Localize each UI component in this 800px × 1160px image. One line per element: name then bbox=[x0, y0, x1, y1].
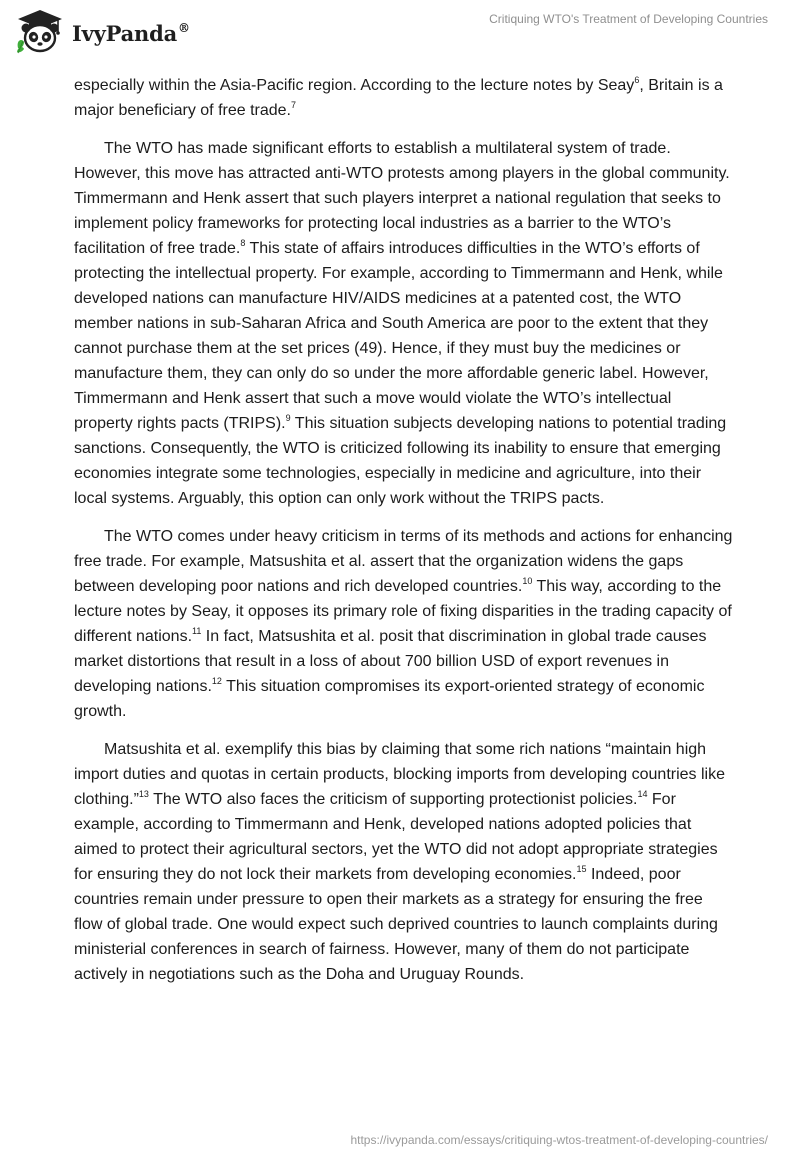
footnote-ref[interactable]: 13 bbox=[138, 789, 149, 799]
paragraph-4: Matsushita et al. exemplify this bias by claiming that some rich nations “maintain high import duties and quotas in certain products, blocking imports from developing countries like clothing.”$^{13}$ The WTO also faces the criticism of supporting protectionist policies.$^{14}$ For example, according to Timmermann and Henk, developed nations adopted policies that aimed to protect their agricultural sectors, yet the WTO did not adopt appropriate strategies for ensuring they do not lock their markets from developing economies.$^{15}$ Indeed, poor countries remain under pressure to open their markets as a strategy for ensuring the free flow of global trade. One would expect such deprived countries to launch complaints during ministerial conferences in search of fairness. However, many of them do not participate actively in negotiations such as the Doha and Uruguay Rounds. bbox=[74, 741, 725, 983]
footnote-ref[interactable]: 8 bbox=[240, 238, 246, 248]
footnote-ref[interactable]: 14 bbox=[637, 789, 648, 799]
footnote-ref[interactable]: 6 bbox=[634, 75, 640, 85]
footnote-ref[interactable]: 10 bbox=[522, 576, 533, 586]
source-url[interactable]: https://ivypanda.com/essays/critiquing-wtos-treatment-of-developing-countries/ bbox=[350, 1133, 768, 1147]
paragraph-1: especially within the Asia-Pacific region. According to the lecture notes by Seay$^6$, Britain is a major beneficiary of free trade.$^7$ bbox=[74, 75, 723, 119]
footnote-ref[interactable]: 9 bbox=[285, 413, 291, 423]
ivypanda-logo[interactable] bbox=[14, 8, 190, 54]
page-header bbox=[0, 0, 800, 70]
footnote-ref[interactable]: 12 bbox=[211, 676, 222, 686]
paragraph-3: The WTO comes under heavy criticism in terms of its methods and actions for enhancing free trade. For example, Matsushita et al. assert that the organization widens the gaps between developing poor nations and rich developed countries.$^{10}$ This way, according to the lecture notes by Seay, it opposes its primary role of fixing disparities in the trading capacity of different nations.$^{11}$ In fact, Matsushita et al. posit that discrimination in global trade causes market distortions that result in a loss of about 700 billion USD of export revenues in developing nations.$^{12}$ This situation compromises its export-oriented strategy of economic growth. bbox=[74, 528, 733, 720]
footnote-ref[interactable]: 15 bbox=[576, 864, 587, 874]
brand-name: IvyPanda® bbox=[72, 20, 190, 46]
panda-logo-icon bbox=[14, 8, 66, 54]
document-title: Critiquing WTO's Treatment of Developing Countries bbox=[489, 12, 768, 26]
footnote-ref[interactable]: 11 bbox=[192, 626, 202, 636]
footnote-ref[interactable]: 7 bbox=[291, 100, 297, 110]
essay-body bbox=[74, 73, 734, 1000]
paragraph-2: The WTO has made significant efforts to establish a multilateral system of trade. However, this move has attracted anti-WTO protests among players in the global community. Timmermann and Henk assert that such players interpret a national regulation that seeks to implement policy frameworks for protecting local industries as a barrier to the WTO’s facilitation of free trade.$^8$ This state of affairs introduces difficulties in the WTO’s efforts of protecting the intellectual property. For example, according to Timmermann and Henk, while developed nations can manufacture HIV/AIDS medicines at a patented cost, the WTO member nations in sub-Saharan Africa and South America are poor to the extent that they cannot purchase them at the set prices (49). Hence, if they must buy the medicines or manufacture them, they can only do so under the more affordable generic label. However, Timmermann and Henk assert that such a move would violate the WTO’s intellectual property rights pacts (TRIPS).$^9$ This situation subjects developing nations to potential trading sanctions. Consequently, the WTO is criticized following its inability to ensure that emerging economies integrate some technologies, especially in medicine and agriculture, into their local systems. Arguably, this option can only work without the TRIPS pacts. bbox=[74, 140, 730, 507]
